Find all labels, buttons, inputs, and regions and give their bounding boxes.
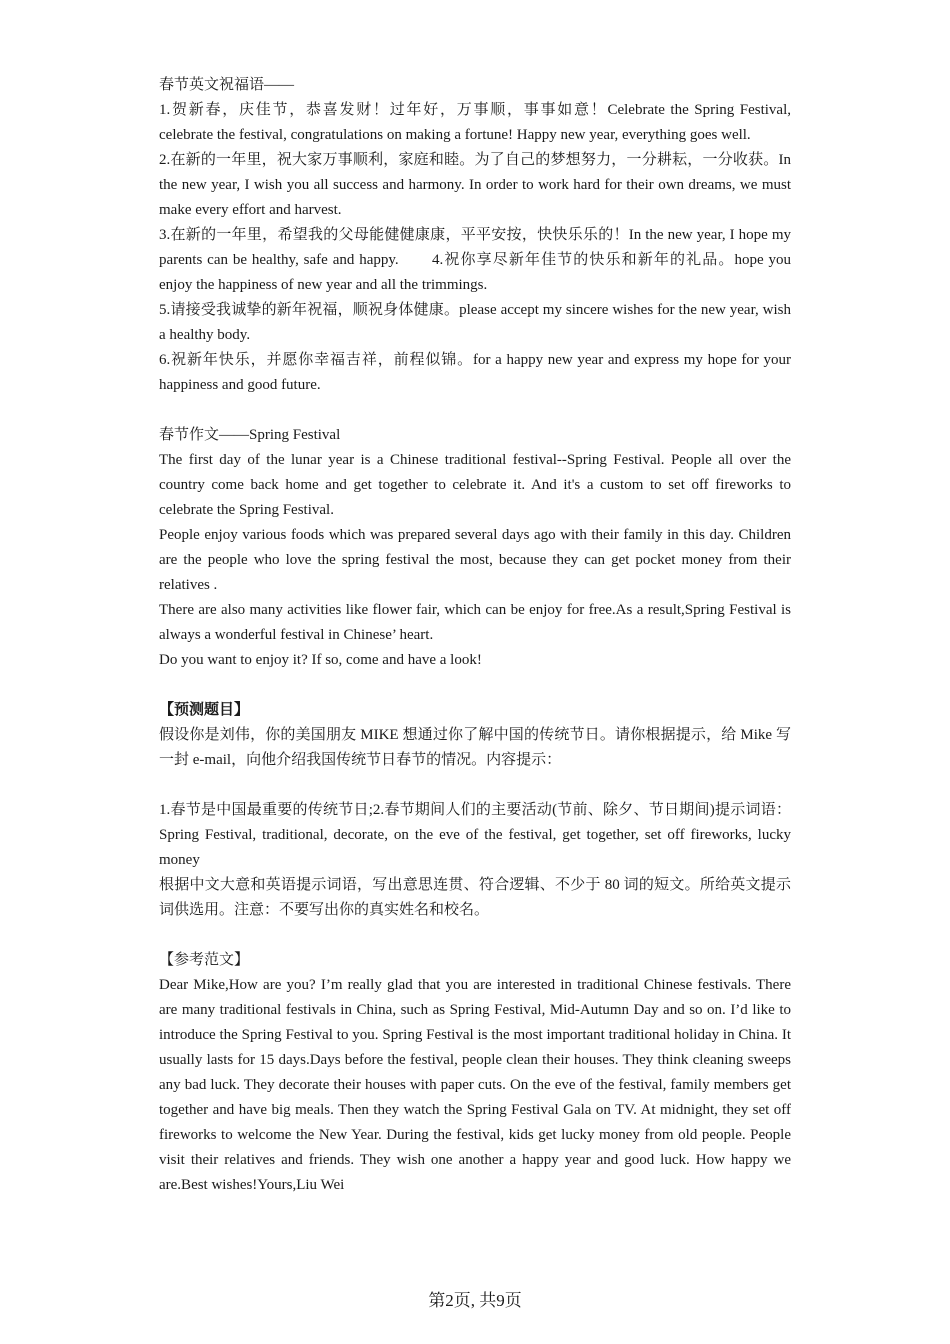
greeting-item-2: 2.在新的一年里，祝大家万事顺利，家庭和睦。为了自己的梦想努力，一分耕耘，一分收获。In the new year, I wish you all success and harmony. In order to work hard for their own dreams, we must make every effort and harvest. [159,152,791,218]
greeting-item-3-4: 3.在新的一年里，希望我的父母能健健康康，平平安按，快快乐乐的！In the new year, I hope my parents can be healthy, safe and happy. 4.祝你享尽新年佳节的快乐和新年的礼品。hope you enjoy the happiness of new year and all the trimmings. [159,227,791,293]
greetings-title: 春节英文祝福语—— [159,77,295,93]
prediction-heading: 【预测题目】 [159,702,250,718]
prediction-intro: 假设你是刘伟，你的美国朋友 MIKE 想通过你了解中国的传统节日。请你根据提示，给 Mike 写一封 e-mail，向他介绍我国传统节日春节的情况。内容提示： [159,727,791,768]
greeting-item-1: 1.贺新春，庆佳节，恭喜发财！过年好，万事顺，事事如意！Celebrate the Spring Festival, celebrate the festival, congratulations on making a fortune! Happy new year, everything goes well. [159,102,791,143]
spacer [159,773,791,798]
essay-title: 春节作文——Spring Festival [159,427,341,443]
spacer [159,398,791,423]
reference-text: Dear Mike,How are you? I’m really glad that you are interested in traditional Chinese festivals. There are many traditional festivals in China, such as Spring Festival, Mid-Autumn Day and so on. I’d like to introduce the Spring Festival to you. Spring Festival is the most important traditional holiday in China. It usually lasts for 15 days.Days before the festival, people clean their houses. They think cleaning sweeps any bad luck. They decorate their houses with paper cuts. On the eve of the festival, family members get together and have big meals. Then they watch the Spring Festival Gala on TV. At midnight, they set off fireworks to welcome the New Year. During the festival, kids get lucky money from old people. People visit their relatives and friends. They wish one another a happy year and good luck. How happy we are.Best wishes!Yours,Liu Wei [159,977,791,1193]
document-body [159,73,791,1198]
prediction-requirement: 根据中文大意和英语提示词语，写出意思连贯、符合逻辑、不少于 80 词的短文。所给英文提示词供选用。注意：不要写出你的真实姓名和校名。 [159,877,791,918]
reference-heading: 【参考范文】 [159,952,250,968]
spacer [159,673,791,698]
essay-paragraph-3: There are also many activities like flower fair, which can be enjoy for free.As a result,Spring Festival is always a wonderful festival in Chinese’ heart. [159,602,791,643]
essay-paragraph-1: The first day of the lunar year is a Chinese traditional festival--Spring Festival. People all over the country come back home and get together to celebrate it. And it's a custom to set off fireworks to celebrate the Spring Festival. [159,452,791,518]
page-number: 第2页, 共9页 [428,1291,522,1310]
greeting-item-6: 6.祝新年快乐，并愿你幸福吉祥，前程似锦。for a happy new year and express my hope for your happiness and good future. [159,352,791,393]
spacer [159,923,791,948]
essay-paragraph-2: People enjoy various foods which was prepared several days ago with their family in this day. Children are the people who love the spring festival the most, because they can get pocket money from their relatives . [159,527,791,593]
essay-paragraph-4: Do you want to enjoy it? If so, come and have a look! [159,652,482,668]
prediction-points: 1.春节是中国最重要的传统节日;2.春节期间人们的主要活动(节前、除夕、节日期间)提示词语：Spring Festival, traditional, decorate, on the eve of the festival, get together, set off fireworks, lucky money [159,802,791,868]
greeting-item-5: 5.请接受我诚挚的新年祝福，顺祝身体健康。please accept my sincere wishes for the new year, wish a healthy body. [159,302,791,343]
